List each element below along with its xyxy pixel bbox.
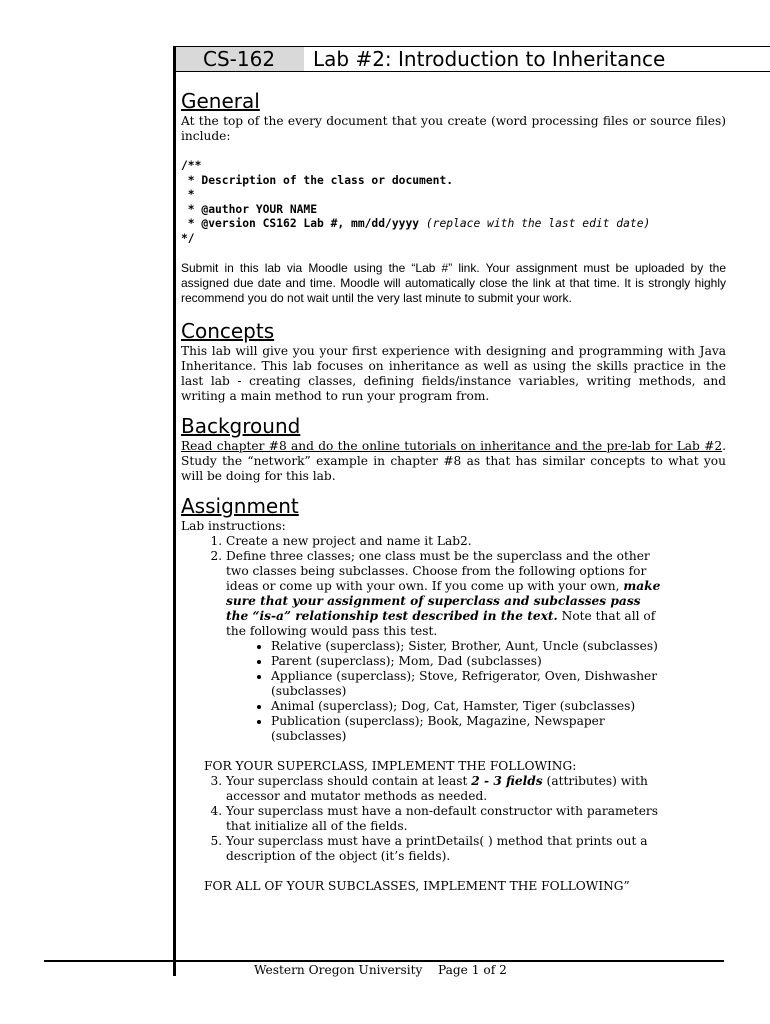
background-rest: . Study the “network” example in chapter #8 as that has similar concepts to what you will be doing for this lab. (181, 438, 726, 483)
code-line: * @version CS162 Lab #, mm/dd/yyyy (181, 217, 420, 231)
submission-note: Submit in this lab via Moodle using the “Lab #” link. Your assignment must be uploaded by the assigned due date and time. Moodle will automatically close the link at that time. It is strongly highly recommend you do not wait until the very last minute to submit your work. (181, 260, 726, 305)
class-options-list (226, 639, 666, 744)
code-comment-block (181, 159, 726, 247)
code-line: /** (181, 159, 202, 172)
page-title: Lab #2: Introduction to Inheritance (313, 47, 666, 71)
document-body (181, 88, 726, 894)
list-item: • Animal (superclass); Dog, Cat, Hamster, Tiger (subclasses) (271, 699, 666, 714)
list-item: • Relative (superclass); Sister, Brother, Aunt, Uncle (subclasses) (271, 639, 666, 654)
concepts-text: This lab will give you your first experience with designing and programming with Java Inheritance. This lab focuses on inheritance as well as using the skills practice in the last lab - creating classes, defining fields/instance variables, writing methods, and writing a main method to run your program from. (181, 343, 726, 403)
list-item: 4. Your superclass must have a non-default constructor with parameters that initialize all of the fields. (226, 804, 666, 834)
background-text (181, 439, 726, 484)
list-item: • Publication (superclass); Book, Magazine, Newspaper (subclasses) (271, 714, 666, 744)
code-line: * (181, 188, 195, 202)
subclass-heading: FOR ALL OF YOUR SUBCLASSES, IMPLEMENT THE FOLLOWING” (204, 878, 630, 893)
section-heading-general: General (181, 89, 260, 113)
list-item: 3. Your superclass should contain at least 2 - 3 fields (attributes) with accessor and mutator methods as needed. (226, 774, 666, 804)
code-line: * Description of the class or document. (181, 173, 454, 187)
code-note: (replace with the last edit date) (419, 217, 651, 231)
superclass-heading: FOR YOUR SUPERCLASS, IMPLEMENT THE FOLLOWING: (204, 758, 577, 773)
superclass-steps-list (181, 774, 666, 864)
page-footer (254, 962, 507, 978)
background-link[interactable]: Read chapter #8 and do the online tutorials on inheritance and the pre-lab for Lab #2 (181, 438, 723, 453)
footer-page-number: Page 1 of 2 (437, 963, 507, 977)
list-item: 2. Define three classes; one class must be the superclass and the other two classes being subclasses. Choose from the following options for ideas or come up with your own. If you come up with your own, make sure that your assignment of superclass and subclasses pass the “is-a” relationship test described in the text. Note that all of the following would pass this test. • Relative (superclass); Sister, Brother, Aunt, Uncle (subclasses) • Parent (superclass); Mom, Dad (subclasses) • Appliance (superclass); Stove, Refrigerator, Oven, Dishwasher (subclasses) • Animal (superclass); Dog, Cat, Hamster, Tiger (subclasses) • Publication (superclass); Book, Magazine, Newspaper (subclasses) (226, 549, 666, 744)
list-item: • Appliance (superclass); Stove, Refrigerator, Oven, Dishwasher (subclasses) (271, 669, 666, 699)
footer-university: Western Oregon University (254, 963, 423, 977)
assignment-intro: Lab instructions: (181, 518, 286, 533)
list-item: • Parent (superclass); Mom, Dad (subclasses) (271, 654, 666, 669)
list-item: 1. Create a new project and name it Lab2. (226, 534, 666, 549)
code-line: * @author YOUR NAME (181, 202, 318, 216)
section-heading-background: Background (181, 413, 301, 438)
general-intro: At the top of the every document that you create (word processing files or source files) include: (181, 114, 726, 143)
header-bottom-rule (176, 71, 770, 72)
instructions-list (181, 534, 666, 744)
left-margin-rule (173, 46, 176, 976)
list-item: 5. Your superclass must have a printDetails( ) method that prints out a description of the object (it’s fields). (226, 834, 666, 864)
section-heading-concepts: Concepts (181, 318, 275, 343)
course-code: CS-162 (176, 47, 304, 71)
section-heading-assignment: Assignment (181, 493, 299, 518)
code-line: */ (181, 231, 195, 245)
